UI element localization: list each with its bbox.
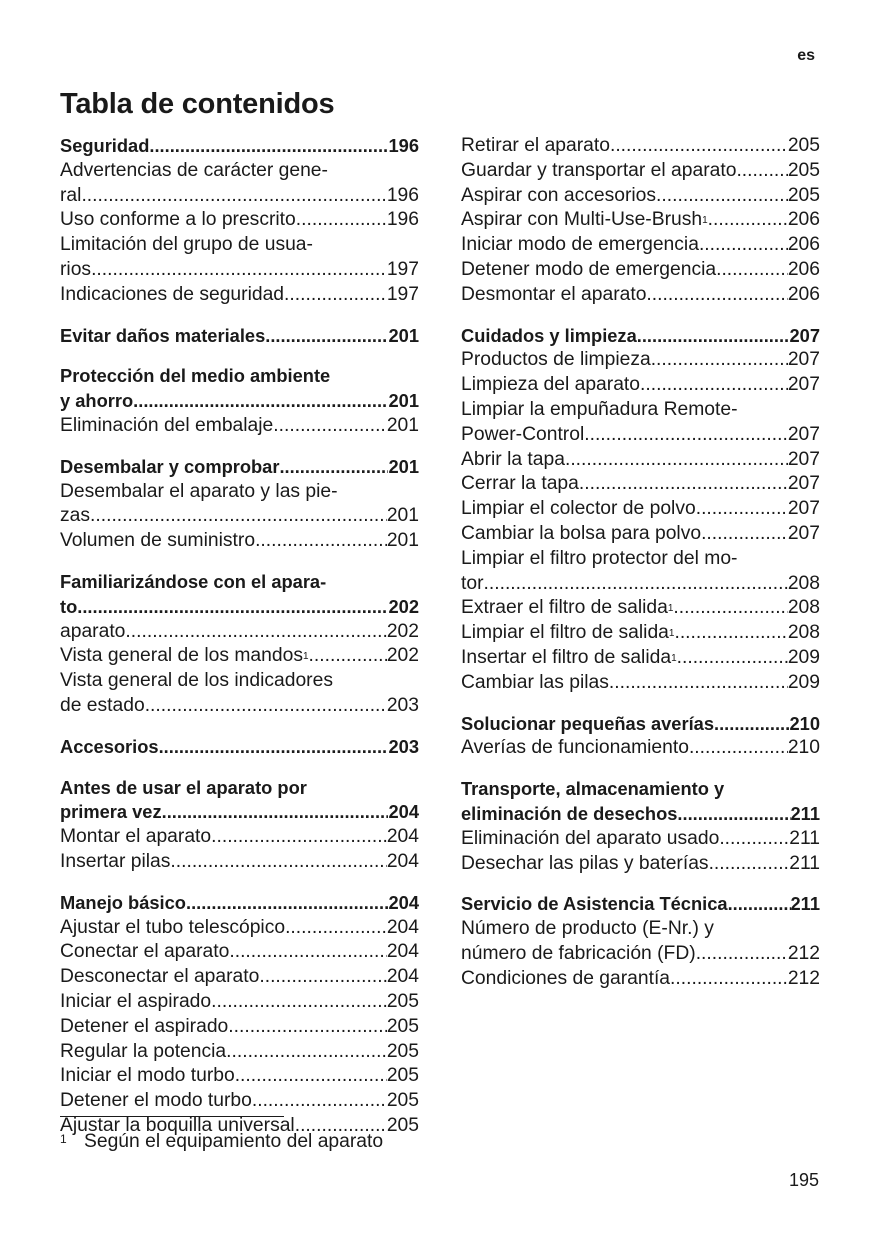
dot-leader (728, 892, 791, 917)
toc-entry-text: número de fabricación (FD) (461, 942, 696, 964)
toc-entry-text: Retirar el aparato (461, 135, 610, 156)
toc-entry-text: Averías de funcionamiento (461, 737, 689, 759)
toc-section (60, 891, 419, 1139)
dot-leader (252, 1089, 387, 1114)
dot-leader (259, 965, 386, 990)
toc-page-number: 201 (386, 414, 419, 436)
toc-entry[interactable] (60, 258, 419, 283)
toc-entry-text: Manejo básico (60, 891, 186, 913)
toc-page-number: 207 (787, 374, 820, 396)
dot-leader (584, 423, 788, 448)
toc-entry-text: Vista general de los indicadores (60, 670, 333, 692)
dot-leader (701, 522, 788, 547)
dot-leader (709, 852, 790, 877)
toc-entry[interactable] (461, 283, 820, 308)
toc-entry-text: Productos de limpieza (461, 349, 651, 371)
toc-entry[interactable] (60, 825, 419, 850)
footnote (60, 1131, 383, 1153)
toc-entry[interactable] (60, 916, 419, 941)
toc-page-number: 197 (386, 258, 419, 280)
dot-leader (235, 1064, 387, 1089)
toc-entry-text: Seguridad (60, 135, 150, 156)
language-code: es (797, 47, 815, 64)
toc-entry-text: Conectar el aparato (60, 941, 230, 963)
toc-heading-entry[interactable] (60, 800, 419, 825)
dot-leader (696, 497, 788, 522)
toc-page-number: 197 (386, 283, 419, 305)
toc-page-number: 204 (386, 966, 419, 988)
toc-entry-text: Servicio de Asistencia Técnica (461, 893, 728, 915)
toc-page-number: 205 (386, 1065, 419, 1087)
dot-leader (265, 324, 388, 349)
toc-entry-text: Cuidados y limpieza (461, 324, 637, 346)
toc-entry-text: Abrir la tapa (461, 448, 565, 470)
toc-entry[interactable] (60, 669, 419, 694)
toc-entry[interactable] (60, 1040, 419, 1065)
toc-entry-text: Limpiar el filtro protector del mo- (461, 547, 738, 569)
toc-section (60, 134, 419, 308)
toc-entry[interactable] (461, 373, 820, 398)
toc-page-number: 210 (787, 737, 820, 759)
toc-entry[interactable] (60, 283, 419, 308)
toc-entry[interactable] (60, 1064, 419, 1089)
toc-heading-entry[interactable] (461, 802, 820, 827)
toc-entry-text: Transporte, almacenamiento y (461, 778, 725, 800)
dot-leader (716, 258, 788, 283)
dot-leader (699, 233, 788, 258)
toc-entry[interactable] (60, 208, 419, 233)
dot-leader (145, 694, 387, 719)
toc-page-number: 203 (386, 694, 419, 716)
toc-page-number: 205 (386, 1040, 419, 1062)
dot-leader (640, 373, 788, 398)
toc-entry-text: ral (60, 184, 82, 206)
toc-entry-text: Condiciones de garantía (461, 967, 671, 989)
dot-leader (689, 736, 788, 761)
toc-entry-text: Familiarizándose con el apara- (60, 570, 327, 592)
toc-entry-text: Indicaciones de seguridad (60, 283, 285, 305)
toc-entry-text: Número de producto (E-Nr.) y (461, 918, 714, 940)
dot-leader (565, 448, 788, 473)
toc-page-number: 202 (386, 620, 419, 642)
dot-leader (90, 504, 387, 529)
toc-entry[interactable] (461, 942, 820, 967)
dot-leader (609, 671, 788, 696)
toc-page-number: 210 (789, 712, 820, 734)
toc-entry[interactable] (60, 233, 419, 258)
toc-page-number: 207 (789, 324, 820, 346)
toc-entry-text: to (60, 595, 78, 617)
dot-leader (651, 348, 788, 373)
toc-section (60, 570, 419, 719)
page-title: Tabla de contenidos (60, 88, 335, 120)
toc-page-number: 204 (386, 941, 419, 963)
toc-entry-text: Extraer el filtro de salida (461, 597, 668, 619)
toc-entry[interactable] (60, 940, 419, 965)
toc-page-number: 207 (787, 423, 820, 445)
toc-section (60, 455, 419, 554)
dot-leader (646, 283, 787, 308)
toc-entry-text: Detener el aspirado (60, 1015, 229, 1037)
toc-heading-entry[interactable] (60, 455, 419, 480)
toc-heading-entry[interactable] (461, 892, 820, 917)
dot-leader (484, 572, 788, 597)
toc-entry[interactable] (461, 967, 820, 992)
toc-entry-text: Iniciar modo de emergencia (461, 234, 699, 256)
toc-entry-text: Regular la potencia (60, 1040, 227, 1062)
toc-page-number: 207 (787, 498, 820, 520)
toc-entry[interactable] (461, 159, 820, 184)
toc-page-number: 204 (386, 850, 419, 872)
dot-leader (610, 134, 788, 159)
toc-entry-text: Evitar daños materiales (60, 324, 266, 346)
toc-entry[interactable] (60, 1089, 419, 1114)
dot-leader (81, 184, 386, 209)
toc-page-number: 202 (386, 645, 419, 667)
toc-entry-text: Limitación del grupo de usua- (60, 234, 313, 256)
toc-entry[interactable] (461, 134, 820, 159)
toc-entry-text: Eliminación del embalaje (60, 414, 274, 436)
dot-leader (677, 646, 788, 671)
toc-entry[interactable] (60, 480, 419, 505)
toc-section (461, 712, 820, 762)
toc-entry-text: Accesorios (60, 735, 159, 757)
toc-entry[interactable] (461, 827, 820, 852)
toc-page-number: 205 (787, 135, 820, 156)
footnote-text: Según el equipamiento del aparato (84, 1131, 384, 1152)
toc-page-number: 208 (787, 572, 820, 594)
toc-entry[interactable] (461, 736, 820, 761)
toc-entry-text: Uso conforme a lo prescrito (60, 209, 296, 231)
toc-page-number: 201 (388, 324, 419, 346)
page-number: 195 (788, 1170, 819, 1190)
toc-entry-text: Cerrar la tapa (461, 473, 579, 495)
toc-heading-entry[interactable] (60, 324, 419, 349)
toc-entry[interactable] (461, 497, 820, 522)
toc-page-number: 208 (787, 597, 820, 619)
toc-page-number: 205 (787, 184, 820, 206)
dot-leader (714, 712, 789, 737)
toc-heading-entry[interactable] (60, 389, 419, 414)
toc-heading-entry[interactable] (60, 570, 419, 595)
toc-entry[interactable] (60, 159, 419, 184)
toc-entry-text: eliminación de desechos (461, 802, 678, 824)
toc-heading-entry[interactable] (60, 364, 419, 389)
dot-leader (696, 942, 788, 967)
toc-entry-text: Advertencias de carácter gene- (60, 159, 328, 181)
toc-entry-text: y ahorro (60, 390, 134, 412)
toc-entry[interactable] (60, 850, 419, 875)
dot-leader (708, 208, 788, 233)
dot-leader (186, 891, 389, 916)
toc-entry-text: primera vez (60, 801, 162, 823)
toc-entry-text: Desembalar el aparato y las pie- (60, 480, 338, 502)
toc-entry-text: Desechar las pilas y baterías (461, 852, 709, 874)
toc-entry[interactable] (461, 852, 820, 877)
toc-heading-entry[interactable] (461, 324, 820, 349)
toc-entry-text: Desconectar el aparato (60, 966, 260, 988)
toc-entry[interactable]: Insertar el filtro de salida $^1$ ..... 209 (461, 646, 820, 671)
toc-page-number: 211 (789, 827, 820, 849)
toc-heading-entry[interactable] (60, 735, 419, 760)
toc-section (60, 776, 419, 875)
toc-page-number: 208 (787, 622, 820, 644)
toc-entry-text: Limpiar la empuñadura Remote- (461, 398, 738, 420)
toc-page-number: 205 (386, 1114, 419, 1136)
toc-entry[interactable] (60, 965, 419, 990)
toc-entry-text: Limpiar el colector de polvo (461, 498, 696, 520)
toc-entry-text: Ajustar la boquilla universal (60, 1114, 295, 1136)
toc-entry[interactable] (60, 990, 419, 1015)
toc-entry[interactable] (60, 414, 419, 439)
toc-entry-text: Aspirar con Multi-Use-Brush (461, 209, 703, 231)
toc-column-left (60, 134, 419, 1155)
toc-entry[interactable]: Aspirar con Multi-Use-Brush $^1$ ..... 206 (461, 208, 820, 233)
toc-entry[interactable]: Limpiar el filtro de salida $^1$ ..... 208 (461, 621, 820, 646)
dot-leader (285, 916, 387, 941)
toc-entry-text: Cambiar las pilas (461, 671, 609, 693)
toc-entry-text: Limpiar el filtro de salida (461, 622, 669, 644)
toc-entry[interactable] (461, 547, 820, 572)
toc-page-number: 201 (386, 530, 419, 552)
toc-entry-text: Volumen de suministro (60, 530, 256, 552)
toc-entry[interactable] (461, 423, 820, 448)
toc-page-number: 207 (787, 473, 820, 495)
toc-heading-entry[interactable] (60, 891, 419, 916)
toc-section (461, 134, 820, 308)
toc-entry-text: rios (60, 258, 92, 280)
toc-page-number: 206 (787, 209, 820, 231)
dot-leader (677, 802, 790, 827)
toc-page-number: 204 (388, 801, 419, 823)
dot-leader (656, 184, 788, 209)
toc-entry-text: Antes de usar el aparato por (60, 776, 307, 798)
toc-page-number: 206 (787, 258, 820, 280)
toc-page-number: 204 (386, 826, 419, 848)
toc-page-number: 211 (789, 852, 820, 874)
toc-page-number: 206 (787, 283, 820, 305)
toc-section (60, 324, 419, 349)
toc-entry-text: Desmontar el aparato (461, 283, 647, 305)
toc-page-number: 202 (388, 595, 419, 617)
toc-entry-text: Iniciar el modo turbo (60, 1065, 235, 1087)
toc-page-number: 212 (787, 942, 820, 964)
footnote-mark: 1 (60, 1132, 67, 1146)
dot-leader (579, 472, 788, 497)
dot-leader (211, 990, 387, 1015)
dot-leader (211, 825, 387, 850)
toc-page-number: 209 (787, 671, 820, 693)
toc-entry-text: zas (60, 505, 91, 527)
toc-entry-text: Insertar el filtro de salida (461, 646, 672, 668)
toc-entry-text: Power-Control (461, 423, 585, 445)
toc-page-number: 204 (386, 916, 419, 938)
toc-page-number: 207 (787, 522, 820, 544)
toc-entry[interactable] (461, 448, 820, 473)
dot-leader (91, 258, 387, 283)
toc-heading-entry[interactable] (60, 776, 419, 801)
toc-entry[interactable] (461, 917, 820, 942)
dot-leader (674, 621, 787, 646)
dot-leader (226, 1040, 387, 1065)
toc-section (461, 324, 820, 696)
toc-section (461, 777, 820, 876)
dot-leader (670, 967, 788, 992)
dot-leader (296, 208, 387, 233)
toc-entry[interactable]: Vista general de los mandos $^1$ ..... 202 (60, 644, 419, 669)
toc-entry[interactable] (461, 572, 820, 597)
toc-entry[interactable] (461, 233, 820, 258)
toc-entry-text: Ajustar el tubo telescópico (60, 916, 286, 938)
toc-entry-text: Desembalar y comprobar (60, 455, 280, 477)
toc-entry-text: Vista general de los mandos (60, 645, 303, 667)
toc-column-right (461, 134, 820, 1008)
toc-page-number: 205 (386, 1015, 419, 1037)
toc-entry-text: Detener el modo turbo (60, 1090, 252, 1112)
toc-entry[interactable] (461, 671, 820, 696)
toc-entry-text: Detener modo de emergencia (461, 258, 717, 280)
toc-page-number: 205 (787, 159, 820, 181)
toc-entry[interactable] (60, 620, 419, 645)
toc-entry-text: Protección del medio ambiente (60, 365, 331, 387)
toc-entry-text: aparato (60, 620, 126, 642)
dot-leader (149, 134, 388, 159)
toc-section (461, 892, 820, 991)
toc-entry[interactable] (60, 504, 419, 529)
dot-leader (159, 735, 389, 760)
toc-heading-entry[interactable] (461, 712, 820, 737)
dot-leader (309, 644, 387, 669)
dot-leader (255, 529, 387, 554)
toc-entry-text: Montar el aparato (60, 826, 212, 848)
footnote-divider (60, 1116, 284, 1117)
toc-entry[interactable] (461, 472, 820, 497)
toc-entry[interactable] (60, 184, 419, 209)
dot-leader (133, 389, 388, 414)
dot-leader (719, 827, 789, 852)
dot-leader (125, 620, 386, 645)
toc-heading-entry[interactable] (60, 134, 419, 159)
toc-page-number: 196 (388, 135, 419, 156)
toc-page-number: 206 (787, 234, 820, 256)
toc-entry[interactable] (461, 258, 820, 283)
toc-page-number: 211 (790, 893, 820, 915)
toc-section (60, 364, 419, 438)
toc-entry-text: Eliminación del aparato usado (461, 827, 720, 849)
dot-leader (170, 850, 386, 875)
toc-entry[interactable] (60, 694, 419, 719)
toc-entry-text: tor (461, 572, 484, 594)
toc-page-number: 201 (386, 505, 419, 527)
toc-entry-text: Insertar pilas (60, 850, 171, 872)
dot-leader (279, 455, 388, 480)
dot-leader (284, 283, 387, 308)
toc-heading-entry[interactable] (60, 595, 419, 620)
toc-entry-text: Aspirar con accesorios (461, 184, 657, 206)
toc-entry-text: de estado (60, 694, 145, 716)
toc-page-number: 207 (787, 448, 820, 470)
toc-page-number: 211 (790, 802, 820, 824)
dot-leader (637, 324, 790, 349)
toc-entry-text: Iniciar el aspirado (60, 990, 212, 1012)
toc-entry[interactable] (60, 1015, 419, 1040)
dot-leader (228, 1015, 387, 1040)
toc-entry[interactable] (461, 398, 820, 423)
toc-page-number: 203 (388, 735, 419, 757)
dot-leader (273, 414, 387, 439)
toc-page-number: 204 (388, 891, 419, 913)
toc-page-number: 201 (388, 455, 419, 477)
toc-page-number: 209 (787, 646, 820, 668)
toc-entry-text: Limpieza del aparato (461, 374, 641, 396)
dot-leader (673, 596, 787, 621)
toc-page-number: 205 (386, 1090, 419, 1112)
toc-entry[interactable] (461, 522, 820, 547)
toc-page-number: 212 (787, 967, 820, 989)
dot-leader (162, 800, 389, 825)
dot-leader (229, 940, 386, 965)
toc-page-number: 201 (388, 390, 419, 412)
toc-page-number: 196 (386, 184, 419, 206)
toc-section (60, 735, 419, 760)
toc-entry[interactable]: Extraer el filtro de salida $^1$ ..... 208 (461, 596, 820, 621)
toc-page-number: 205 (386, 990, 419, 1012)
dot-leader (77, 595, 388, 620)
toc-entry[interactable] (60, 529, 419, 554)
toc-page-number: 207 (787, 349, 820, 371)
toc-entry-text: Cambiar la bolsa para polvo (461, 522, 702, 544)
toc-entry-text: Guardar y transportar el aparato (461, 159, 737, 181)
toc-entry-text: Solucionar pequeñas averías (461, 712, 714, 734)
toc-heading-entry[interactable] (461, 777, 820, 802)
dot-leader (736, 159, 787, 184)
toc-entry[interactable] (461, 184, 820, 209)
toc-page-number: 196 (386, 209, 419, 231)
toc-entry[interactable] (461, 348, 820, 373)
